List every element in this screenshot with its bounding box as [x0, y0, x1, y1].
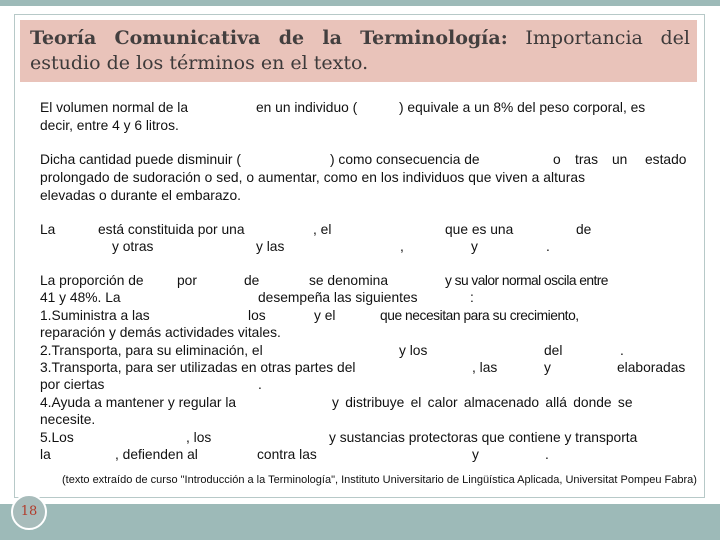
text-fragment: elaboradas	[617, 360, 686, 375]
text-fragment: reparación y demás actividades vitales.	[40, 325, 281, 340]
text-fragment: tras	[575, 152, 598, 167]
text-fragment: .	[620, 343, 624, 358]
text-fragment: ) como consecuencia de	[330, 152, 480, 167]
text-fragment: y	[472, 447, 479, 462]
p4-line-8	[40, 394, 633, 412]
title-bold: Teoría Comunicativa de la Terminología:	[30, 27, 508, 49]
text-fragment: Dicha cantidad puede disminuir (	[40, 152, 241, 167]
text-fragment: ,	[400, 239, 404, 254]
text-fragment: los	[248, 308, 266, 323]
text-fragment: 2.Transporta, para su eliminación, el	[40, 343, 263, 358]
text-fragment: que es una	[445, 222, 514, 237]
p4-line-5	[40, 342, 624, 360]
p4-line-9	[40, 411, 95, 429]
text-fragment: en un individuo (	[256, 100, 358, 115]
text-fragment: prolongado de sudoración o sed, o aumentar, como en los individuos que viven a alturas	[40, 170, 586, 185]
text-fragment: 3.Transporta, para ser utilizadas en otras partes del	[40, 360, 356, 375]
text-fragment: , defienden al	[115, 447, 198, 462]
text-fragment: elevadas o durante el embarazo.	[40, 188, 241, 203]
text-fragment: , el	[313, 222, 332, 237]
text-fragment: por	[177, 273, 197, 288]
text-fragment: .	[546, 239, 550, 254]
text-fragment: y distribuye el calor almacenado allá donde se	[332, 395, 633, 410]
text-fragment: necesite.	[40, 412, 96, 427]
text-fragment: decir, entre 4 y 6 litros.	[40, 118, 179, 133]
text-fragment: El volumen normal de la	[40, 100, 189, 115]
text-fragment: y las	[256, 239, 285, 254]
p2-line-2	[40, 169, 585, 187]
text-fragment: .	[258, 377, 262, 392]
text-fragment: 5.Los	[40, 430, 74, 445]
text-fragment: ) equivale a un 8% del peso corporal, es	[399, 100, 646, 115]
p4-line-4	[40, 324, 281, 342]
text-fragment: y otras	[112, 239, 154, 254]
text-fragment: La	[40, 222, 56, 237]
text-fragment: la	[40, 447, 51, 462]
text-fragment: y su valor normal oscila entre	[445, 273, 608, 288]
p4-line-6	[40, 359, 686, 377]
p1-line-1	[40, 99, 646, 117]
p4-line-11	[40, 446, 549, 464]
text-fragment: y	[544, 360, 551, 375]
p4-line-7	[40, 376, 262, 394]
text-fragment: :	[470, 290, 474, 305]
text-fragment: y el	[314, 308, 336, 323]
text-fragment: un	[612, 152, 628, 167]
text-fragment: estado	[645, 152, 687, 167]
text-fragment: , los	[186, 430, 212, 445]
p2-line-1	[40, 151, 687, 169]
p3-line-1	[40, 221, 592, 239]
text-fragment: desempeña las siguientes	[258, 290, 418, 305]
content-frame	[14, 14, 705, 498]
text-fragment: y	[471, 239, 478, 254]
p1-line-2	[40, 117, 179, 135]
text-fragment: de	[244, 273, 260, 288]
text-fragment: por ciertas	[40, 377, 105, 392]
text-fragment: 41 y 48%. La	[40, 290, 121, 305]
source-citation: (texto extraído de curso "Introducción a la Terminología", Instituto Universitario de Lingüística Aplicada, Universitat Pompeu Fabra)	[62, 474, 697, 486]
text-fragment: está constituida por una	[98, 222, 245, 237]
slide-title	[30, 26, 690, 76]
p4-line-1	[40, 272, 608, 290]
text-fragment: que necesitan para su crecimiento,	[380, 308, 579, 323]
title-rest: Importancia del estudio de los términos en el texto.	[30, 27, 690, 74]
text-fragment: La proporción de	[40, 273, 144, 288]
text-fragment: y sustancias protectoras que contiene y transporta	[329, 430, 638, 445]
p4-line-2	[40, 289, 474, 307]
footer-bar	[0, 504, 720, 540]
text-fragment: contra las	[257, 447, 317, 462]
text-fragment: o	[553, 152, 561, 167]
text-fragment: se denomina	[309, 273, 389, 288]
p4-line-3	[40, 307, 579, 325]
text-fragment: .	[545, 447, 549, 462]
top-accent-bar	[0, 0, 720, 6]
p2-line-3	[40, 187, 241, 205]
page-number: 18	[11, 494, 47, 530]
p4-line-10	[40, 429, 638, 447]
text-fragment: 1.Suministra a las	[40, 308, 150, 323]
text-fragment: 4.Ayuda a mantener y regular la	[40, 395, 237, 410]
text-fragment: y los	[399, 343, 428, 358]
text-fragment: de	[576, 222, 592, 237]
text-fragment: , las	[472, 360, 498, 375]
text-fragment: del	[544, 343, 563, 358]
